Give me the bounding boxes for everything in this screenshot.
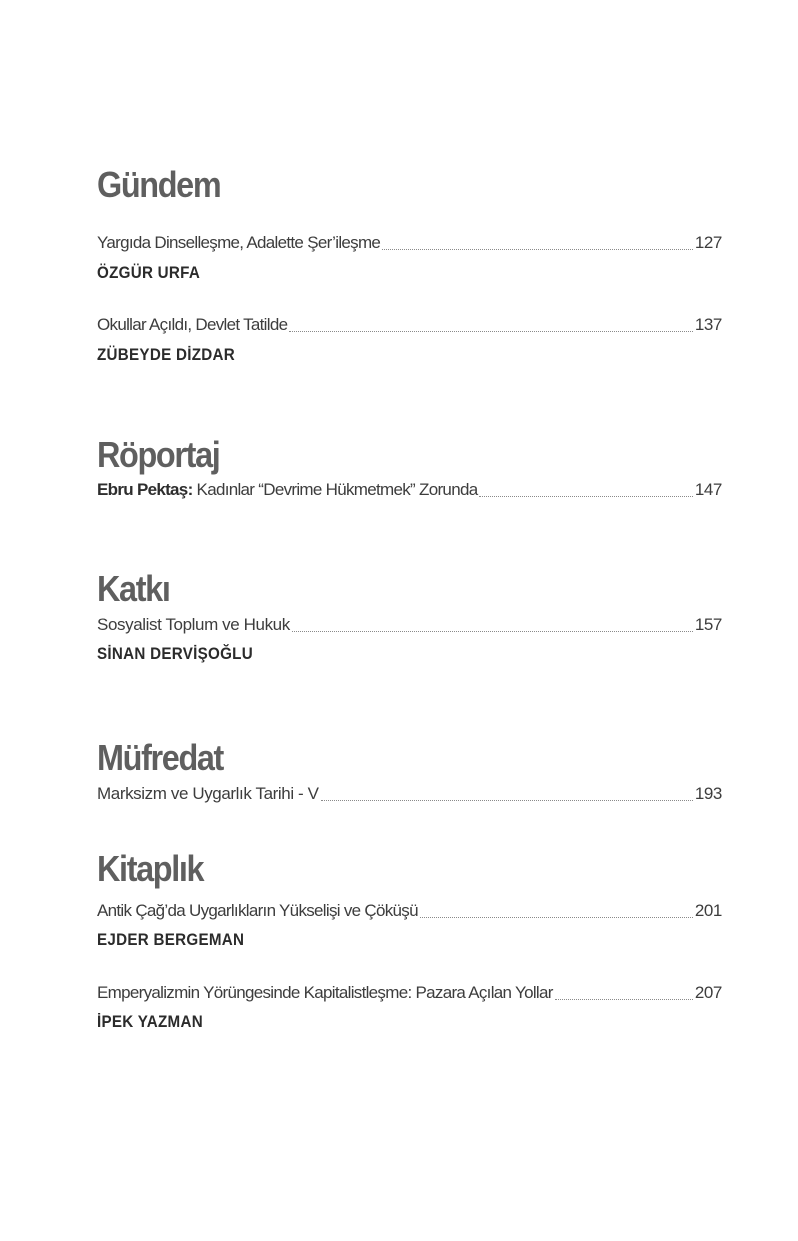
page-number: 127 bbox=[694, 233, 722, 252]
dot-leader bbox=[382, 249, 693, 250]
entry-author: ZÜBEYDE DİZDAR bbox=[97, 346, 235, 364]
toc-entry[interactable] bbox=[97, 614, 722, 636]
dot-leader bbox=[479, 496, 692, 497]
interview-title: Kadınlar “Devrime Hükmetmek” Zorunda bbox=[192, 480, 478, 499]
section-title-roportaj: Röportaj bbox=[97, 434, 220, 475]
page-number: 157 bbox=[694, 615, 722, 634]
toc-entry[interactable] bbox=[97, 314, 722, 336]
section-title-kitaplik: Kitaplık bbox=[97, 848, 204, 889]
dot-leader bbox=[555, 999, 693, 1000]
section-title-gundem: Gündem bbox=[97, 164, 221, 205]
entry-author: İPEK YAZMAN bbox=[97, 1013, 203, 1031]
entry-title: Okullar Açıldı, Devlet Tatilde bbox=[97, 315, 288, 334]
toc-entry[interactable] bbox=[97, 479, 722, 501]
toc-entry[interactable] bbox=[97, 232, 722, 254]
entry-title: Sosyalist Toplum ve Hukuk bbox=[97, 615, 290, 634]
entry-title: Emperyalizmin Yörüngesinde Kapitalistleşme: Pazara Açılan Yollar bbox=[97, 983, 553, 1002]
entry-title: Marksizm ve Uygarlık Tarihi - V bbox=[97, 784, 319, 803]
toc-entry[interactable] bbox=[97, 982, 722, 1004]
dot-leader bbox=[289, 331, 692, 332]
entry-author: SİNAN DERVİŞOĞLU bbox=[97, 645, 253, 663]
toc-entry[interactable] bbox=[97, 900, 722, 922]
entry-title: Antik Çağ’da Uygarlıkların Yükselişi ve Çöküşü bbox=[97, 901, 418, 920]
entry-author: ÖZGÜR URFA bbox=[97, 264, 201, 282]
entry-title: Yargıda Dinselleşme, Adalette Şer’ileşme bbox=[97, 233, 381, 252]
interviewee-name: Ebru Pektaş: bbox=[97, 480, 193, 499]
section-title-mufredat: Müfredat bbox=[97, 737, 223, 778]
dot-leader bbox=[292, 631, 693, 632]
entry-title bbox=[97, 479, 477, 501]
page-number: 147 bbox=[694, 480, 722, 499]
page-number: 193 bbox=[694, 784, 722, 803]
page-number: 201 bbox=[694, 901, 722, 920]
page-number: 137 bbox=[694, 315, 722, 334]
section-title-katki: Katkı bbox=[97, 568, 170, 609]
dot-leader bbox=[321, 800, 693, 801]
dot-leader bbox=[420, 917, 693, 918]
toc-entry[interactable] bbox=[97, 783, 722, 805]
page-number: 207 bbox=[694, 983, 722, 1002]
entry-author: EJDER BERGEMAN bbox=[97, 931, 245, 949]
